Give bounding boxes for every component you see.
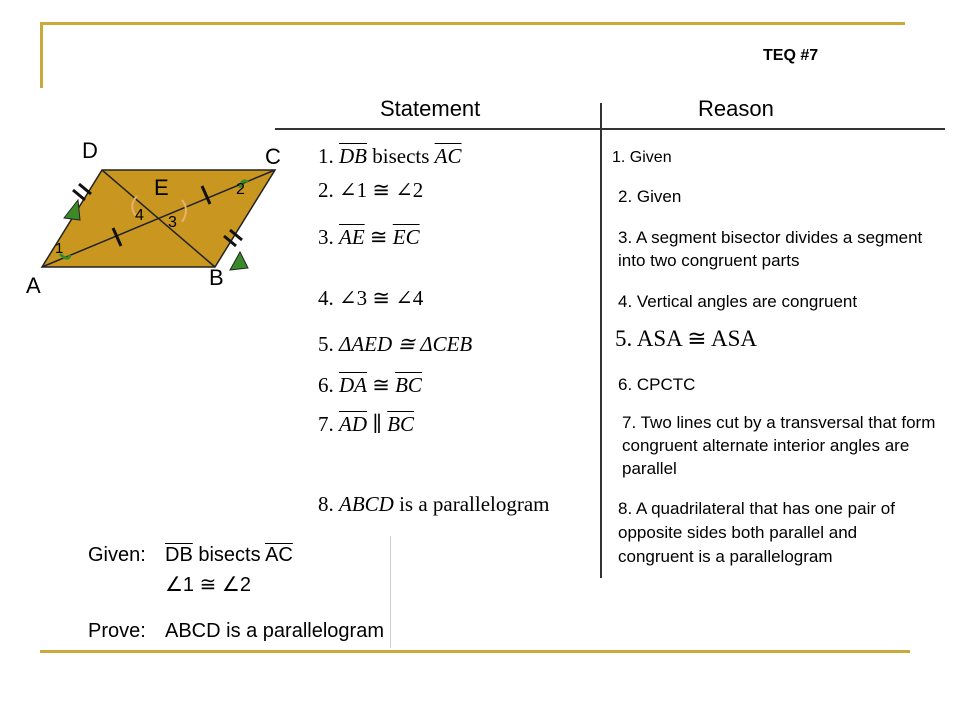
given-line-1: $\overline{DB}$ bisects $\overline{AC}$ xyxy=(165,544,293,566)
reason-5: 5. ASA ≅ ASA xyxy=(615,326,757,351)
statement-4: 4. ∠3 ≅ ∠4 xyxy=(318,286,424,310)
reason-7: 7. Two lines cut by a transversal that form congruent alternate interior angles are parallel xyxy=(622,413,936,478)
slide-title: TEQ #7 xyxy=(763,47,819,64)
vertex-label-d: D xyxy=(82,138,98,163)
reason-8: 8. A quadrilateral that has one pair of opposite sides both parallel and congruent is a parallelogram xyxy=(618,499,895,566)
reason-header: Reason xyxy=(698,96,774,121)
statement-1: 1. $\overline{DB}$ bisects $\overline{AC}$ xyxy=(318,144,462,168)
arrow-bc-icon xyxy=(230,252,248,270)
parallelogram-figure xyxy=(0,130,300,300)
left-border-line xyxy=(40,22,43,88)
statement-header: Statement xyxy=(380,96,481,121)
statement-3: 3. $\overline{AE}$ ≅ $\overline{EC}$ xyxy=(318,225,420,249)
given-label: Given: xyxy=(88,544,146,566)
vertex-label-a: A xyxy=(26,273,41,298)
reason-1: 1. Given xyxy=(612,149,672,166)
given-line-2: ∠1 ≅ ∠2 xyxy=(165,574,251,596)
angle-label-1: 1 xyxy=(55,240,64,257)
statement-2: 2. ∠1 ≅ ∠2 xyxy=(318,178,424,202)
double-tick-de-2 xyxy=(79,184,91,194)
reason-4: 4. Vertical angles are congruent xyxy=(618,292,858,311)
given-prove-box xyxy=(80,536,391,648)
statement-5: 5. ΔAED ≅ ΔCEB xyxy=(318,332,473,356)
reason-6: 6. CPCTC xyxy=(618,375,696,394)
arrow-ad-icon xyxy=(64,200,80,220)
bottom-border-line xyxy=(40,650,910,653)
double-tick-de-1 xyxy=(73,190,85,200)
vertex-label-e: E xyxy=(154,175,169,200)
top-border-line xyxy=(40,22,905,25)
angle-label-3: 3 xyxy=(168,214,177,231)
table-column-divider xyxy=(600,103,602,578)
reason-2: 2. Given xyxy=(618,187,682,206)
angle-label-4: 4 xyxy=(135,207,144,224)
statement-8: 8. ABCD is a parallelogram xyxy=(318,492,550,516)
reason-3: 3. A segment bisector divides a segment into two congruent parts xyxy=(618,228,923,270)
vertex-label-c: C xyxy=(265,144,281,169)
prove-text: ABCD is a parallelogram xyxy=(165,620,384,642)
statement-6: 6. $\overline{DA}$ ≅ $\overline{BC}$ xyxy=(318,373,422,397)
table-header-rule xyxy=(275,128,945,130)
vertex-label-b: B xyxy=(209,265,224,290)
prove-label: Prove: xyxy=(88,620,146,642)
angle-label-2: 2 xyxy=(236,181,245,198)
statement-7: 7. $\overline{AD}$ ∥ $\overline{BC}$ xyxy=(318,412,415,436)
